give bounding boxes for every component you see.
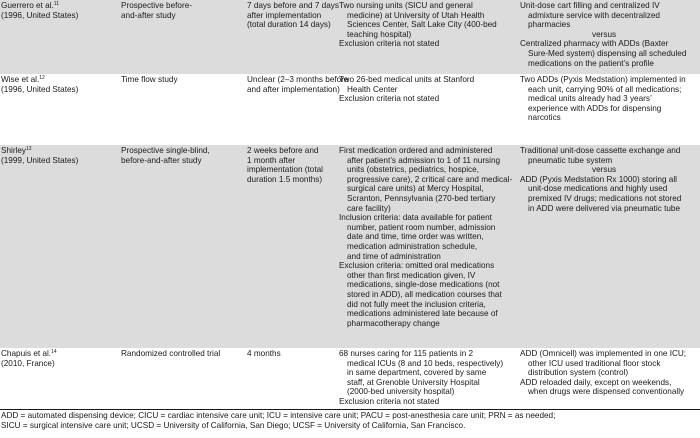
systems-line: Sure-Med system) dispensing all scheduled xyxy=(528,48,687,58)
setting-line: Two nursing units (SICU and general xyxy=(339,1,473,10)
study-meta: (1999, United States) xyxy=(1,155,79,165)
reference-number: 11 xyxy=(53,1,59,7)
systems-line: narcotics xyxy=(528,113,561,123)
study-author: Guerrero et al. xyxy=(1,1,54,10)
setting-line: Exclusion criteria not stated xyxy=(339,39,440,49)
study-meta: (1996, United States) xyxy=(1,10,79,20)
setting-cell xyxy=(339,146,515,328)
duration-cell xyxy=(247,146,335,184)
table-bottom-rule xyxy=(0,409,700,410)
study-author: Wise et al. xyxy=(1,75,40,84)
design-line: Prospective single-blind, xyxy=(121,146,210,155)
study-meta: (2010, France) xyxy=(1,358,55,368)
duration-line: implementation (total xyxy=(247,165,323,175)
setting-line: care facility) xyxy=(347,203,391,213)
duration-line: (total duration 14 days) xyxy=(247,20,331,30)
duration-line: 4 months xyxy=(247,349,281,358)
versus-label: versus xyxy=(592,165,617,175)
design-line: Time flow study xyxy=(121,75,178,84)
setting-line: did not fully meet the inclusion criteria, xyxy=(347,299,486,309)
systems-cell xyxy=(520,349,700,397)
footnote-line: ADD = automated dispensing device; CICU = cardiac intensive care unit; ICU = intensive care unit; PACU = post-anesthesia care unit; PRN = as needed; xyxy=(1,411,556,420)
design-line: Prospective before- xyxy=(121,1,192,10)
systems-cell xyxy=(520,146,700,213)
setting-line: 68 nurses caring for 115 patients in 2 xyxy=(339,349,474,358)
setting-line: medical ICUs (8 and 10 beds, respectively) xyxy=(347,358,504,368)
systems-line: medications on the patient’s profile xyxy=(528,58,654,68)
systems-line: Two ADDs (Pyxis Medstation) implemented in xyxy=(520,75,686,84)
setting-line: pharmacotherapy change xyxy=(347,318,440,328)
systems-line: medical units already had 3 years’ xyxy=(528,94,652,104)
study-meta: (1996, United States) xyxy=(1,84,79,94)
study-cell xyxy=(1,146,119,165)
setting-line: medicine) at University of Utah Health xyxy=(347,10,485,20)
setting-line: Scranton, Pennsylvania (270-bed tertiary xyxy=(347,193,496,203)
setting-line: teaching hospital) xyxy=(347,29,412,39)
setting-line: date and time, time order was written, xyxy=(347,232,484,242)
systems-line: unit-dose medications and highly used xyxy=(528,184,668,194)
design-line: Randomized controlled trial xyxy=(121,349,221,358)
setting-line: staff, at Grenoble University Hospital xyxy=(347,377,480,387)
setting-line: stored in ADD), all medication courses that xyxy=(347,289,502,299)
duration-line: 2 weeks before and xyxy=(247,146,319,155)
footnote-line: SICU = surgical intensive care unit; UCSD = University of California, San Diego; UCSF = University of California, San Francisco. xyxy=(1,420,466,430)
duration-cell xyxy=(247,1,339,30)
duration-line: 1 month after xyxy=(247,155,296,165)
setting-line: number, patient room number, admission xyxy=(347,222,496,232)
setting-line: in same department, covered by same xyxy=(347,368,487,378)
study-author: Chapuis et al. xyxy=(1,349,52,358)
setting-cell xyxy=(339,349,515,407)
systems-line: ADD (Omnicell) was implemented in one ICU; xyxy=(520,349,687,358)
table-row xyxy=(0,74,700,145)
setting-line: Exclusion criteria not stated xyxy=(339,396,440,406)
setting-line: (2000-bed university hospital) xyxy=(347,387,455,397)
table-footnote xyxy=(1,411,700,430)
duration-line: Unclear (2–3 months before xyxy=(247,75,349,84)
systems-line: when drugs were dispensed conventionally xyxy=(528,387,685,397)
setting-line: other than first medication given, IV xyxy=(347,270,476,280)
setting-cell xyxy=(339,75,515,104)
design-line: and-after study xyxy=(121,10,176,20)
setting-line: after patient’s admission to 1 of 11 nursing xyxy=(347,155,501,165)
systems-line: Unit-dose cart filling and centralized IV xyxy=(520,1,660,10)
design-cell xyxy=(121,349,245,359)
setting-line: Health Center xyxy=(347,84,398,94)
table-row xyxy=(0,348,700,408)
systems-line: premixed IV drugs; medications not stored xyxy=(528,193,682,203)
systems-line: distribution system (control) xyxy=(528,368,629,378)
systems-line: pneumatic tube system xyxy=(528,155,613,165)
setting-line: Sciences Center, Salt Lake City (400-bed xyxy=(347,20,497,30)
table-row xyxy=(0,145,700,348)
study-cell xyxy=(1,75,119,94)
systems-line: Centralized pharmacy with ADDs (Baxter xyxy=(520,39,669,49)
study-cell xyxy=(1,1,119,20)
systems-line: in ADD were delivered via pneumatic tube xyxy=(528,203,681,213)
design-line: before-and-after study xyxy=(121,155,202,165)
duration-line: after implementation xyxy=(247,10,322,20)
setting-line: units (obstetrics, pediatrics, hospice, xyxy=(347,165,479,175)
setting-line: and time of administration xyxy=(347,251,441,261)
systems-line: other ICU used traditional floor stock xyxy=(528,358,661,368)
duration-line: duration 1.5 months) xyxy=(247,174,323,184)
table-row xyxy=(0,0,700,74)
setting-line: Two 26-bed medical units at Stanford xyxy=(339,75,475,84)
systems-line: ADD (Pyxis Medstation Rx 1000) storing all xyxy=(520,174,677,184)
systems-line: admixture service with decentralized xyxy=(528,10,660,20)
setting-line: Exclusion criteria: omitted oral medications xyxy=(339,261,495,271)
setting-line: surgical care units) at Mercy Hospital, xyxy=(347,184,484,194)
duration-line: 7 days before and 7 days xyxy=(247,1,339,10)
duration-line: and after implementation) xyxy=(247,84,340,94)
duration-cell xyxy=(247,349,335,359)
setting-line: First medication ordered and administered xyxy=(339,146,493,155)
reference-number: 12 xyxy=(39,75,45,81)
systems-line: Traditional unit-dose cassette exchange and xyxy=(520,146,681,155)
systems-line: pharmacies xyxy=(528,20,571,30)
systems-cell xyxy=(520,75,700,123)
design-cell xyxy=(121,146,245,165)
setting-line: progressive care), 2 critical care and medical- xyxy=(347,174,513,184)
study-cell xyxy=(1,349,119,368)
setting-line: medications, single-dose medications (not xyxy=(347,280,500,290)
setting-line: medication administration schedule, xyxy=(347,241,478,251)
setting-line: Inclusion criteria: data available for patient xyxy=(339,213,492,223)
study-author: Shirley xyxy=(1,146,27,155)
systems-cell xyxy=(520,1,700,68)
reference-number: 13 xyxy=(26,146,32,152)
versus-label: versus xyxy=(592,29,617,39)
setting-line: medications administered late because of xyxy=(347,309,498,319)
setting-line: Exclusion criteria not stated xyxy=(339,94,440,104)
systems-line: each unit, carrying 90% of all medications; xyxy=(528,84,682,94)
duration-cell xyxy=(247,75,349,94)
systems-line: experience with ADDs for dispensing xyxy=(528,103,662,113)
reference-number: 14 xyxy=(51,349,57,355)
systems-line: ADD reloaded daily, except on weekends, xyxy=(520,377,672,387)
setting-cell xyxy=(339,1,515,49)
design-cell xyxy=(121,75,245,85)
design-cell xyxy=(121,1,245,20)
